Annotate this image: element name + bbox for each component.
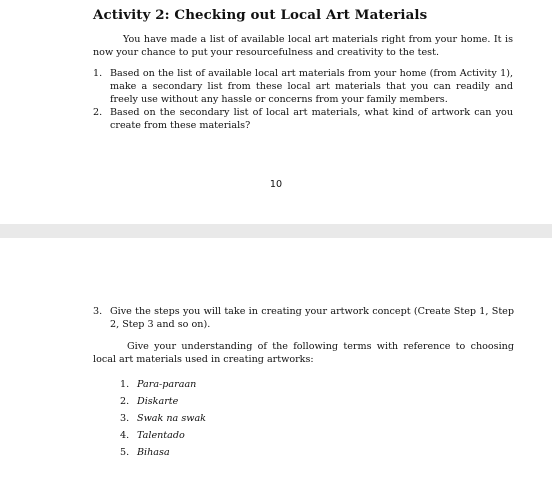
term-number: 4.: [120, 430, 130, 441]
list-item: [93, 106, 513, 132]
activity-question-list: [93, 67, 513, 132]
term-item: [120, 427, 206, 444]
list-item-text: Based on the secondary list of local art materials, what kind of artwork can you create from these materials?: [110, 107, 513, 131]
list-item: [93, 67, 513, 106]
list-item-number: 1.: [93, 68, 103, 79]
term-text: Diskarte: [137, 396, 179, 407]
document-page-top: [0, 0, 552, 224]
term-item: [120, 444, 206, 461]
list-item-number: 3.: [93, 306, 103, 317]
term-item: [120, 376, 206, 393]
terms-list: [120, 376, 206, 461]
document-page-bottom: [0, 238, 552, 496]
term-number: 2.: [120, 396, 130, 407]
term-text: Para-paraan: [137, 379, 197, 390]
term-number: 3.: [120, 413, 130, 424]
term-item: [120, 393, 206, 410]
term-text: Talentado: [137, 430, 185, 441]
list-item-number: 2.: [93, 107, 103, 118]
list-item-text: Give the steps you will take in creating your artwork concept (Create Step 1, Step 2, Step 3 and so on).: [110, 306, 514, 330]
intro-paragraph: You have made a list of available local art materials right from your home. It is now your chance to put your resourcefulness and creativity to the test.: [93, 34, 513, 58]
term-item: [120, 410, 206, 427]
term-text: Swak na swak: [137, 413, 206, 424]
page-number: 10: [269, 179, 283, 190]
understanding-paragraph: Give your understanding of the following terms with reference to choosing local art materials used in creating artworks:: [93, 341, 514, 365]
list-item: [93, 305, 514, 331]
term-text: Bihasa: [137, 447, 170, 458]
list-item-text: Based on the list of available local art materials from your home (from Activity 1), make a secondary list from these local art materials that you can readily and freely use without any hassle or concerns from your family members.: [110, 68, 513, 105]
term-number: 1.: [120, 379, 130, 390]
continued-question-list: [93, 305, 514, 331]
activity-title: Activity 2: Checking out Local Art Materials: [93, 7, 428, 23]
term-number: 5.: [120, 447, 130, 458]
